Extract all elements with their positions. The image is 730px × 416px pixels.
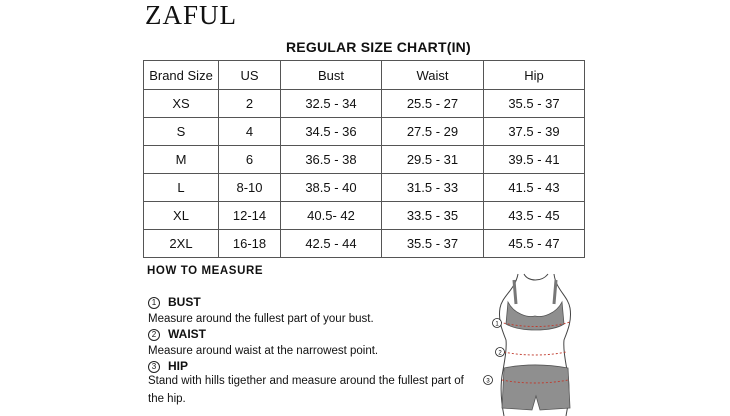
- cell-bust: 40.5- 42: [281, 202, 382, 230]
- table-row: [144, 230, 585, 258]
- cell-hip: 41.5 - 43: [484, 174, 585, 202]
- shorts-shape: [502, 365, 570, 410]
- step-number-icon: 2: [148, 329, 160, 341]
- header-us: US: [219, 61, 281, 90]
- table-row: [144, 118, 585, 146]
- step-number-icon: 1: [148, 297, 160, 309]
- marker-label: 2: [498, 350, 502, 357]
- header-waist: Waist: [382, 61, 484, 90]
- cell-us: 2: [219, 90, 281, 118]
- cell-bust: 34.5 - 36: [281, 118, 382, 146]
- marker-bust-icon: [493, 319, 502, 328]
- cell-brand-size: L: [144, 174, 219, 202]
- cell-us: 12-14: [219, 202, 281, 230]
- cell-brand-size: 2XL: [144, 230, 219, 258]
- cell-us: 16-18: [219, 230, 281, 258]
- marker-hip-icon: [484, 376, 493, 385]
- cell-us: 8-10: [219, 174, 281, 202]
- cell-bust: 42.5 - 44: [281, 230, 382, 258]
- cell-hip: 35.5 - 37: [484, 90, 585, 118]
- cell-waist: 35.5 - 37: [382, 230, 484, 258]
- cell-us: 4: [219, 118, 281, 146]
- how-to-measure-heading: HOW TO MEASURE: [147, 265, 264, 277]
- header-bust: Bust: [281, 61, 382, 90]
- cell-waist: 33.5 - 35: [382, 202, 484, 230]
- bra-shape: [506, 302, 564, 330]
- step-waist: [148, 327, 206, 341]
- size-chart-table: [143, 60, 585, 258]
- cell-hip: 39.5 - 41: [484, 146, 585, 174]
- marker-waist-icon: [496, 348, 505, 357]
- body-measurement-figure: [480, 268, 590, 416]
- step-bust: [148, 295, 201, 309]
- cell-waist: 31.5 - 33: [382, 174, 484, 202]
- header-hip: Hip: [484, 61, 585, 90]
- cell-brand-size: XS: [144, 90, 219, 118]
- cell-us: 6: [219, 146, 281, 174]
- cell-brand-size: XL: [144, 202, 219, 230]
- cell-bust: 38.5 - 40: [281, 174, 382, 202]
- cell-brand-size: M: [144, 146, 219, 174]
- step-hip: [148, 359, 188, 373]
- cell-hip: 43.5 - 45: [484, 202, 585, 230]
- brand-logo: ZAFUL: [145, 0, 237, 30]
- cell-waist: 27.5 - 29: [382, 118, 484, 146]
- cell-hip: 37.5 - 39: [484, 118, 585, 146]
- step-title: BUST: [168, 295, 201, 309]
- chart-title: REGULAR SIZE CHART(IN): [286, 39, 471, 55]
- table-row: [144, 174, 585, 202]
- table-row: [144, 146, 585, 174]
- header-brand-size: Brand Size: [144, 61, 219, 90]
- step-title: HIP: [168, 359, 189, 373]
- marker-label: 3: [486, 378, 490, 385]
- cell-bust: 36.5 - 38: [281, 146, 382, 174]
- cell-brand-size: S: [144, 118, 219, 146]
- step-title: WAIST: [168, 327, 206, 341]
- table-row: [144, 202, 585, 230]
- table-header-row: [144, 61, 585, 90]
- cell-hip: 45.5 - 47: [484, 230, 585, 258]
- step-description: Measure around waist at the narrowest point.: [148, 345, 379, 357]
- marker-label: 1: [495, 321, 499, 328]
- cell-bust: 32.5 - 34: [281, 90, 382, 118]
- cell-waist: 29.5 - 31: [382, 146, 484, 174]
- cell-waist: 25.5 - 27: [382, 90, 484, 118]
- table-row: [144, 90, 585, 118]
- step-description: Measure around the fullest part of your bust.: [148, 313, 374, 325]
- step-description: Stand with hills tigether and measure around the fullest part of the hip.: [148, 375, 464, 405]
- step-number-icon: 3: [148, 361, 160, 373]
